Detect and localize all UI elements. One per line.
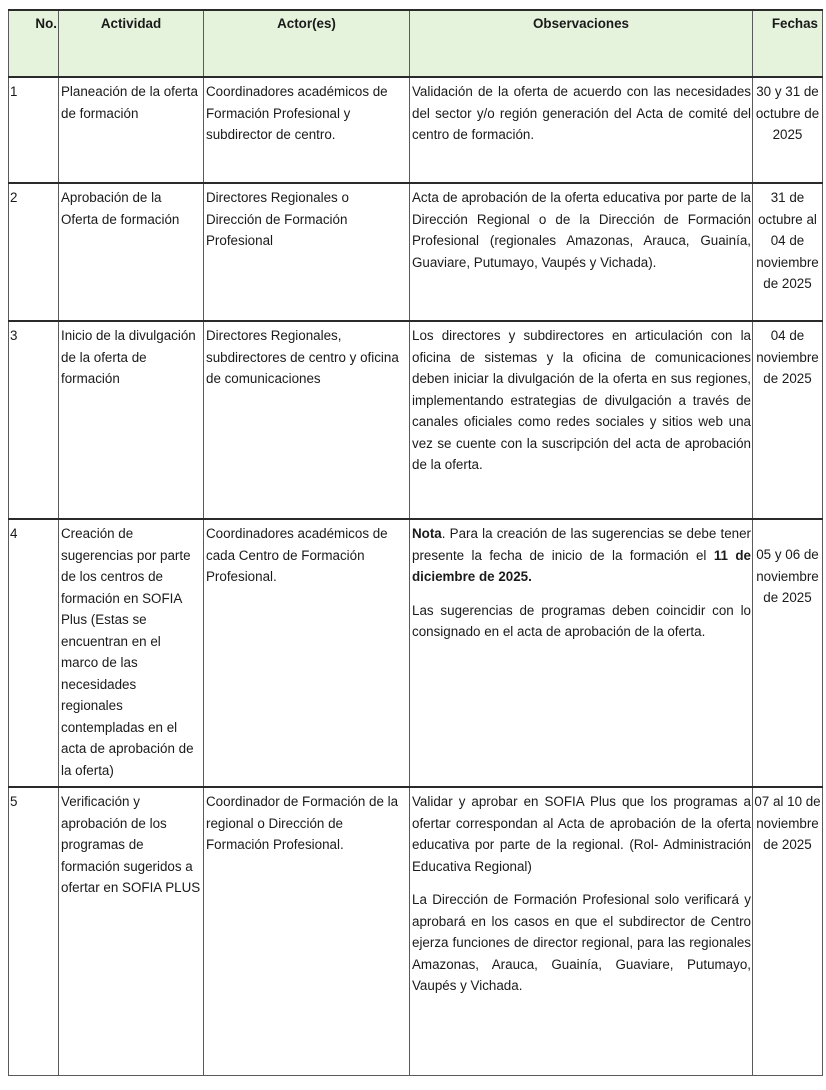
- cell-observaciones: [410, 519, 753, 787]
- cell-actores: Coordinadores académicos de Formación Profesional y subdirector de centro.: [204, 77, 410, 183]
- cell-no: 5: [9, 787, 59, 1075]
- cell-fechas: 31 de octubre al 04 de noviembre de 2025: [753, 183, 823, 321]
- cell-fechas: 04 de noviembre de 2025: [753, 321, 823, 519]
- table-row: [9, 77, 823, 183]
- table-header: [9, 10, 823, 77]
- table-body: [9, 77, 823, 1075]
- note-period: .: [528, 569, 532, 584]
- observation-text: La Dirección de Formación Profesional solo verificará y aprobará en los casos en que el subdirector de Centro ejerza funciones de director regional, para las regionales Amazonas, Arauca, Guainía, Guaviare, Putumayo, Vaupés y Vichada.: [412, 892, 751, 993]
- column-header-no: No.: [9, 10, 59, 77]
- cell-observaciones: [410, 183, 753, 321]
- cell-actores: Coordinador de Formación de la regional o Dirección de Formación Profesional.: [204, 787, 410, 1075]
- note-bold-date: 11 de diciembre de 2025: [412, 547, 751, 584]
- cell-fechas: 30 y 31 de octubre de 2025: [753, 77, 823, 183]
- cell-observaciones: [410, 321, 753, 519]
- cell-fechas: 07 al 10 de noviembre de 2025: [753, 787, 823, 1075]
- cell-no: 3: [9, 321, 59, 519]
- observation-text: Validar y aprobar en SOFIA Plus que los programas a ofertar correspondan al Acta de aprobación de la oferta educativa por parte de la regional. (Rol- Administración Educativa Regional): [412, 794, 751, 874]
- observation-text: Los directores y subdirectores en articulación con la oficina de sistemas y la oficina de comunicaciones deben iniciar la divulgación de la oferta en sus regiones, implementando estrategias de divulgación a través de canales oficiales como redes sociales y sitios web una vez se cuente con la suscripción del acta de aprobación de la oferta.: [412, 328, 751, 472]
- observation-text: Acta de aprobación de la oferta educativa por parte de la Dirección Regional o de la Dirección de Formación Profesional (regionales Amazonas, Arauca, Guainía, Guaviare, Putumayo, Vaupés y Vichada).: [412, 190, 751, 270]
- cell-no: 4: [9, 519, 59, 787]
- column-header-actores: Actor(es): [204, 10, 410, 77]
- cell-observaciones: [410, 787, 753, 1075]
- observation-note: [412, 523, 751, 588]
- cell-actores: Directores Regionales, subdirectores de centro y oficina de comunicaciones: [204, 321, 410, 519]
- column-header-fechas: Fechas: [753, 10, 823, 77]
- header-row: [9, 10, 823, 77]
- cell-actividad: Inicio de la divulgación de la oferta de formación: [59, 321, 204, 519]
- schedule-table: [8, 9, 823, 1076]
- cell-no: 1: [9, 77, 59, 183]
- note-label: Nota: [412, 526, 442, 541]
- column-header-observaciones: Observaciones: [410, 10, 753, 77]
- note-text: . Para la creación de las sugerencias se debe tener presente la fecha de inicio de la formación el: [412, 526, 751, 563]
- schedule-table-container: [8, 9, 822, 1076]
- table-row: [9, 519, 823, 787]
- cell-actividad: Creación de sugerencias por parte de los centros de formación en SOFIA Plus (Estas se encuentran en el marco de las necesidades regionales contempladas en el acta de aprobación de la oferta): [59, 519, 204, 787]
- cell-actores: Coordinadores académicos de cada Centro de Formación Profesional.: [204, 519, 410, 787]
- table-row: [9, 787, 823, 1075]
- observation-text: Validación de la oferta de acuerdo con las necesidades del sector y/o región generación del Acta de comité del centro de formación.: [412, 84, 751, 142]
- cell-fechas: 05 y 06 de noviembre de 2025: [753, 519, 823, 787]
- column-header-actividad: Actividad: [59, 10, 204, 77]
- cell-observaciones: [410, 77, 753, 183]
- table-row: [9, 183, 823, 321]
- observation-text: Las sugerencias de programas deben coincidir con lo consignado en el acta de aprobación de la oferta.: [412, 602, 751, 639]
- cell-actores: Directores Regionales o Dirección de Formación Profesional: [204, 183, 410, 321]
- cell-no: 2: [9, 183, 59, 321]
- cell-actividad: Verificación y aprobación de los programas de formación sugeridos a ofertar en SOFIA PLUS: [59, 787, 204, 1075]
- cell-actividad: Aprobación de la Oferta de formación: [59, 183, 204, 321]
- table-row: [9, 321, 823, 519]
- cell-actividad: Planeación de la oferta de formación: [59, 77, 204, 183]
